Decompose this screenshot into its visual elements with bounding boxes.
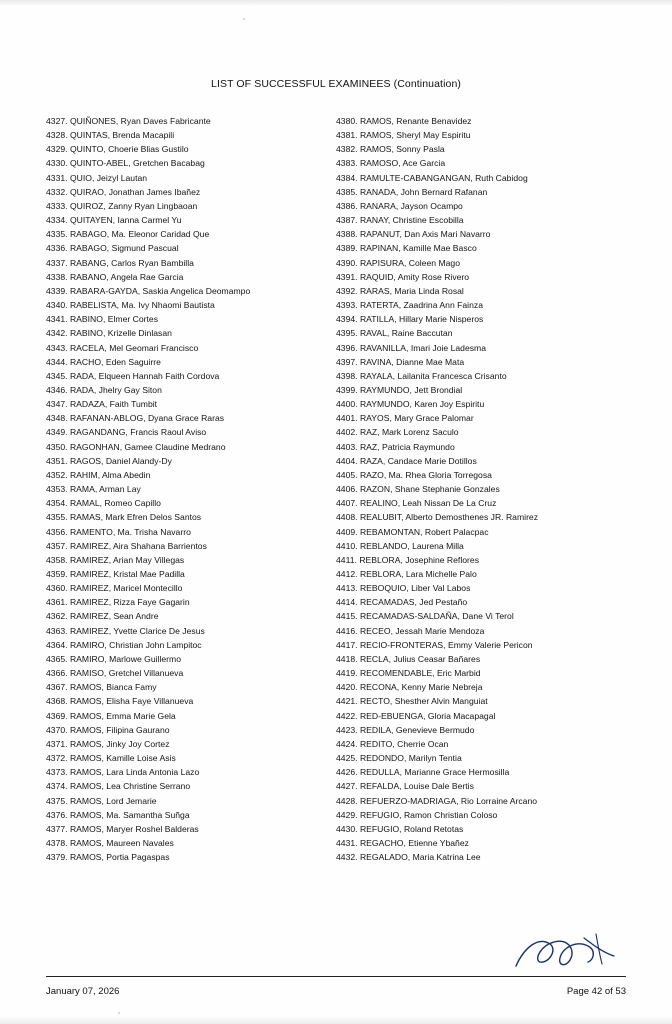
list-item: 4331. QUIO, Jeizyl Lautan — [46, 172, 148, 183]
list-item: 4363. RAMIREZ, Yvette Clarice De Jesus — [46, 625, 205, 636]
list-item: 4327. QUIÑONES, Ryan Daves Fabricante — [46, 116, 211, 126]
list-item: 4334. QUITAYEN, Ianna Carmel Yu — [46, 215, 182, 226]
list-item: 4429. REFUGIO, Ramon Christian Coloso — [336, 809, 498, 820]
footer-page-number: Page 42 of 53 — [566, 986, 626, 997]
list-item: 4387. RANAY, Christine Escobilla — [336, 215, 464, 226]
list-item: 4402. RAZ, Mark Lorenz Saculo — [336, 427, 459, 438]
list-item: 4381. RAMOS, Sheryl May Espiritu — [336, 130, 471, 141]
list-item: 4344. RACHO, Eden Saguirre — [46, 356, 161, 367]
list-item: 4413. REBOQUIO, Liber Val Labos — [336, 583, 471, 594]
list-item: 4329. QUINTO, Choerie Blias Gustilo — [46, 144, 189, 155]
list-item: 4421. RECTO, Shesther Alvin Manguiat — [336, 696, 488, 707]
list-item: 4407. REALINO, Leah Nissan De La Cruz — [336, 498, 497, 509]
list-item: 4354. RAMAL, Romeo Capillo — [46, 498, 161, 509]
list-item: 4378. RAMOS, Maureen Navales — [46, 837, 174, 848]
list-item: 4368. RAMOS, Elisha Faye Villanueva — [46, 696, 194, 707]
list-item: 4384. RAMULTE-CABANGANGAN, Ruth Cabidog — [336, 172, 528, 183]
list-item: 4398. RAYALA, Lailanita Francesca Crisanto — [336, 370, 507, 381]
list-item: 4397. RAVINA, Dianne Mae Mata — [336, 356, 465, 367]
list-item: 4401. RAYOS, Mary Grace Palomar — [336, 413, 474, 424]
list-item: 4367. RAMOS, Bianca Famy — [46, 682, 157, 693]
list-item: 4370. RAMOS, Filipina Gaurano — [46, 724, 170, 735]
list-item: 4427. REFALDA, Louise Dale Bertis — [336, 781, 474, 792]
list-item: 4411. REBLORA, Josephine Reflores — [336, 554, 479, 565]
list-item: 4405. RAZO, Ma. Rhea Gloria Torregosa — [336, 469, 492, 480]
footer-divider — [46, 976, 626, 977]
list-item: 4353. RAMA, Arman Lay — [46, 484, 141, 495]
list-item: 4395. RAVAL, Raine Baccutan — [336, 328, 453, 339]
list-item: 4385. RANADA, John Bernard Rafanan — [336, 186, 488, 197]
list-item: 4336. RABAGO, Sigmund Pascual — [46, 243, 179, 254]
list-item: 4420. RECONA, Kenny Marie Nebreja — [336, 682, 483, 693]
list-item: 4335. RABAGO, Ma. Eleonor Caridad Que — [46, 229, 210, 240]
list-item: 4422. RED-EBUENGA, Gloria Macapagal — [336, 710, 496, 721]
list-item: 4399. RAYMUNDO, Jett Brondial — [336, 384, 463, 395]
list-item: 4333. QUIROZ, Zanny Ryan Lingbaoan — [46, 200, 198, 211]
list-item: 4386. RANARA, Jayson Ocampo — [336, 200, 463, 211]
list-item: 4379. RAMOS, Portia Pagaspas — [46, 852, 170, 863]
list-item: 4347. RADAZA, Faith Tumbit — [46, 399, 158, 410]
list-item: 4383. RAMOSO, Ace Garcia — [336, 158, 446, 169]
list-item: 4341. RABINO, Elmer Cortes — [46, 314, 159, 325]
scan-speck — [118, 1012, 120, 1014]
list-item: 4431. REGACHO, Etienne Ybañez — [336, 837, 469, 848]
list-item: 4330. QUINTO-ABEL, Gretchen Bacabag — [46, 158, 205, 169]
list-item: 4400. RAYMUNDO, Karen Joy Espiritu — [336, 399, 485, 410]
list-item: 4366. RAMISO, Gretchel Villanueva — [46, 668, 184, 679]
list-item: 4380. RAMOS, Renante Benavidez — [336, 116, 472, 126]
list-item: 4415. RECAMADAS-SALDAÑA, Dane Vi Terol — [336, 611, 514, 622]
list-item: 4360. RAMIREZ, Maricel Montecillo — [46, 583, 183, 594]
examinee-column-right — [336, 114, 626, 864]
list-item: 4423. REDILA, Genevieve Bermudo — [336, 724, 475, 735]
list-item: 4332. QUIRAO, Jonathan James Ibañez — [46, 186, 201, 197]
list-item: 4393. RATERTA, Zaadrina Ann Fainza — [336, 300, 483, 311]
list-item: 4346. RADA, Jhelry Gay Siton — [46, 384, 162, 395]
list-item: 4348. RAFANAN-ABLOG, Dyana Grace Raras — [46, 413, 225, 424]
list-item: 4418. RECLA, Julius Ceasar Bañares — [336, 653, 481, 664]
list-item: 4372. RAMOS, Kamille Loise Asis — [46, 753, 176, 764]
list-item: 4414. RECAMADAS, Jed Pestaño — [336, 597, 468, 608]
signature-mark — [510, 930, 620, 974]
list-item: 4392. RARAS, Maria Linda Rosal — [336, 285, 464, 296]
list-item: 4426. REDULLA, Marianne Grace Hermosilla — [336, 767, 510, 778]
list-item: 4374. RAMOS, Lea Christine Serrano — [46, 781, 191, 792]
page-top-edge — [0, 0, 672, 6]
list-item: 4391. RAQUID, Amity Rose Rivero — [336, 271, 470, 282]
list-item: 4408. REALUBIT, Alberto Demosthenes JR. Ramirez — [336, 512, 539, 523]
list-item: 4410. REBLANDO, Laurena Milla — [336, 540, 464, 551]
list-item: 4424. REDITO, Cherrie Ocan — [336, 738, 449, 749]
list-item: 4373. RAMOS, Lara Linda Antonia Lazo — [46, 767, 200, 778]
list-item: 4350. RAGONHAN, Gamee Claudine Medrano — [46, 441, 226, 452]
examinee-list — [0, 114, 672, 864]
page-title: LIST OF SUCCESSFUL EXAMINEES (Continuation) — [211, 78, 461, 90]
list-item: 4396. RAVANILLA, Imari Joie Ladesma — [336, 342, 487, 353]
list-item: 4364. RAMIRO, Christian John Lampitoc — [46, 639, 202, 650]
page-bottom-edge — [0, 1016, 672, 1024]
list-item: 4382. RAMOS, Sonny Pasla — [336, 144, 445, 155]
list-item: 4406. RAZON, Shane Stephanie Gonzales — [336, 484, 500, 495]
scan-speck — [243, 18, 245, 20]
list-item: 4376. RAMOS, Ma. Samantha Suñga — [46, 809, 190, 820]
examinee-column-left — [46, 114, 336, 864]
list-item: 4358. RAMIREZ, Arian May Villegas — [46, 554, 185, 565]
list-item: 4356. RAMENTO, Ma. Trisha Navarro — [46, 526, 191, 537]
list-item: 4412. REBLORA, Lara Michelle Palo — [336, 569, 477, 579]
list-item: 4340. RABELISTA, Ma. Ivy Nhaomi Bautista — [46, 300, 215, 311]
list-item: 4338. RABANO, Angela Rae Garcia — [46, 271, 184, 282]
list-item: 4362. RAMIREZ, Sean Andre — [46, 611, 159, 622]
list-item: 4351. RAGOS, Daniel Alandy-Dy — [46, 455, 172, 466]
list-item: 4343. RACELA, Mel Geomari Francisco — [46, 342, 199, 353]
page-footer — [46, 986, 626, 997]
footer-date: January 07, 2026 — [46, 986, 120, 997]
list-item: 4357. RAMIREZ, Aira Shahana Barrientos — [46, 540, 207, 551]
list-item: 4390. RAPISURA, Coleen Mago — [336, 257, 460, 268]
list-item: 4425. REDONDO, Marilyn Tentia — [336, 753, 462, 764]
list-item: 4389. RAPINAN, Kamille Mae Basco — [336, 243, 477, 254]
list-item: 4352. RAHIM, Alma Abedin — [46, 469, 151, 480]
list-item: 4432. REGALADO, Maria Katrina Lee — [336, 852, 481, 863]
list-item: 4419. RECOMENDABLE, Eric Marbid — [336, 668, 481, 679]
list-item: 4339. RABARA-GAYDA, Saskia Angelica Deomampo — [46, 285, 251, 296]
list-item: 4428. REFUERZO-MADRIAGA, Rio Lorraine Arcano — [336, 795, 538, 806]
list-item: 4342. RABINO, Krizelle Dinlasan — [46, 328, 172, 339]
list-item: 4403. RAZ, Patricia Raymundo — [336, 441, 455, 452]
list-item: 4369. RAMOS, Emma Marie Gela — [46, 710, 176, 721]
list-item: 4359. RAMIREZ, Kristal Mae Padilla — [46, 569, 185, 579]
list-item: 4430. REFUGIO, Roland Retotas — [336, 823, 464, 834]
list-item: 4394. RATILLA, Hillary Marie Nisperos — [336, 314, 484, 325]
list-item: 4328. QUINTAS, Brenda Macapili — [46, 130, 175, 141]
list-item: 4371. RAMOS, Jinky Joy Cortez — [46, 738, 170, 749]
list-item: 4377. RAMOS, Maryer Roshel Balderas — [46, 823, 199, 834]
list-item: 4337. RABANG, Carlos Ryan Bambilla — [46, 257, 194, 268]
list-item: 4375. RAMOS, Lord Jemarie — [46, 795, 157, 806]
list-item: 4409. REBAMONTAN, Robert Palacpac — [336, 526, 489, 537]
list-item: 4355. RAMAS, Mark Efren Delos Santos — [46, 512, 202, 523]
list-item: 4388. RAPANUT, Dan Axis Mari Navarro — [336, 229, 491, 240]
list-item: 4417. RECIO-FRONTERAS, Emmy Valerie Pericon — [336, 639, 533, 650]
list-item: 4416. RECEO, Jessah Marie Mendoza — [336, 625, 485, 636]
list-item: 4345. RADA, Elqueen Hannah Faith Cordova — [46, 370, 220, 381]
list-item: 4361. RAMIREZ, Rizza Faye Gagarin — [46, 597, 190, 608]
list-item: 4349. RAGANDANG, Francis Raoul Aviso — [46, 427, 207, 438]
list-item: 4365. RAMIRO, Marlowe Guillermo — [46, 653, 181, 664]
list-item: 4404. RAZA, Candace Marie Dotillos — [336, 455, 477, 466]
